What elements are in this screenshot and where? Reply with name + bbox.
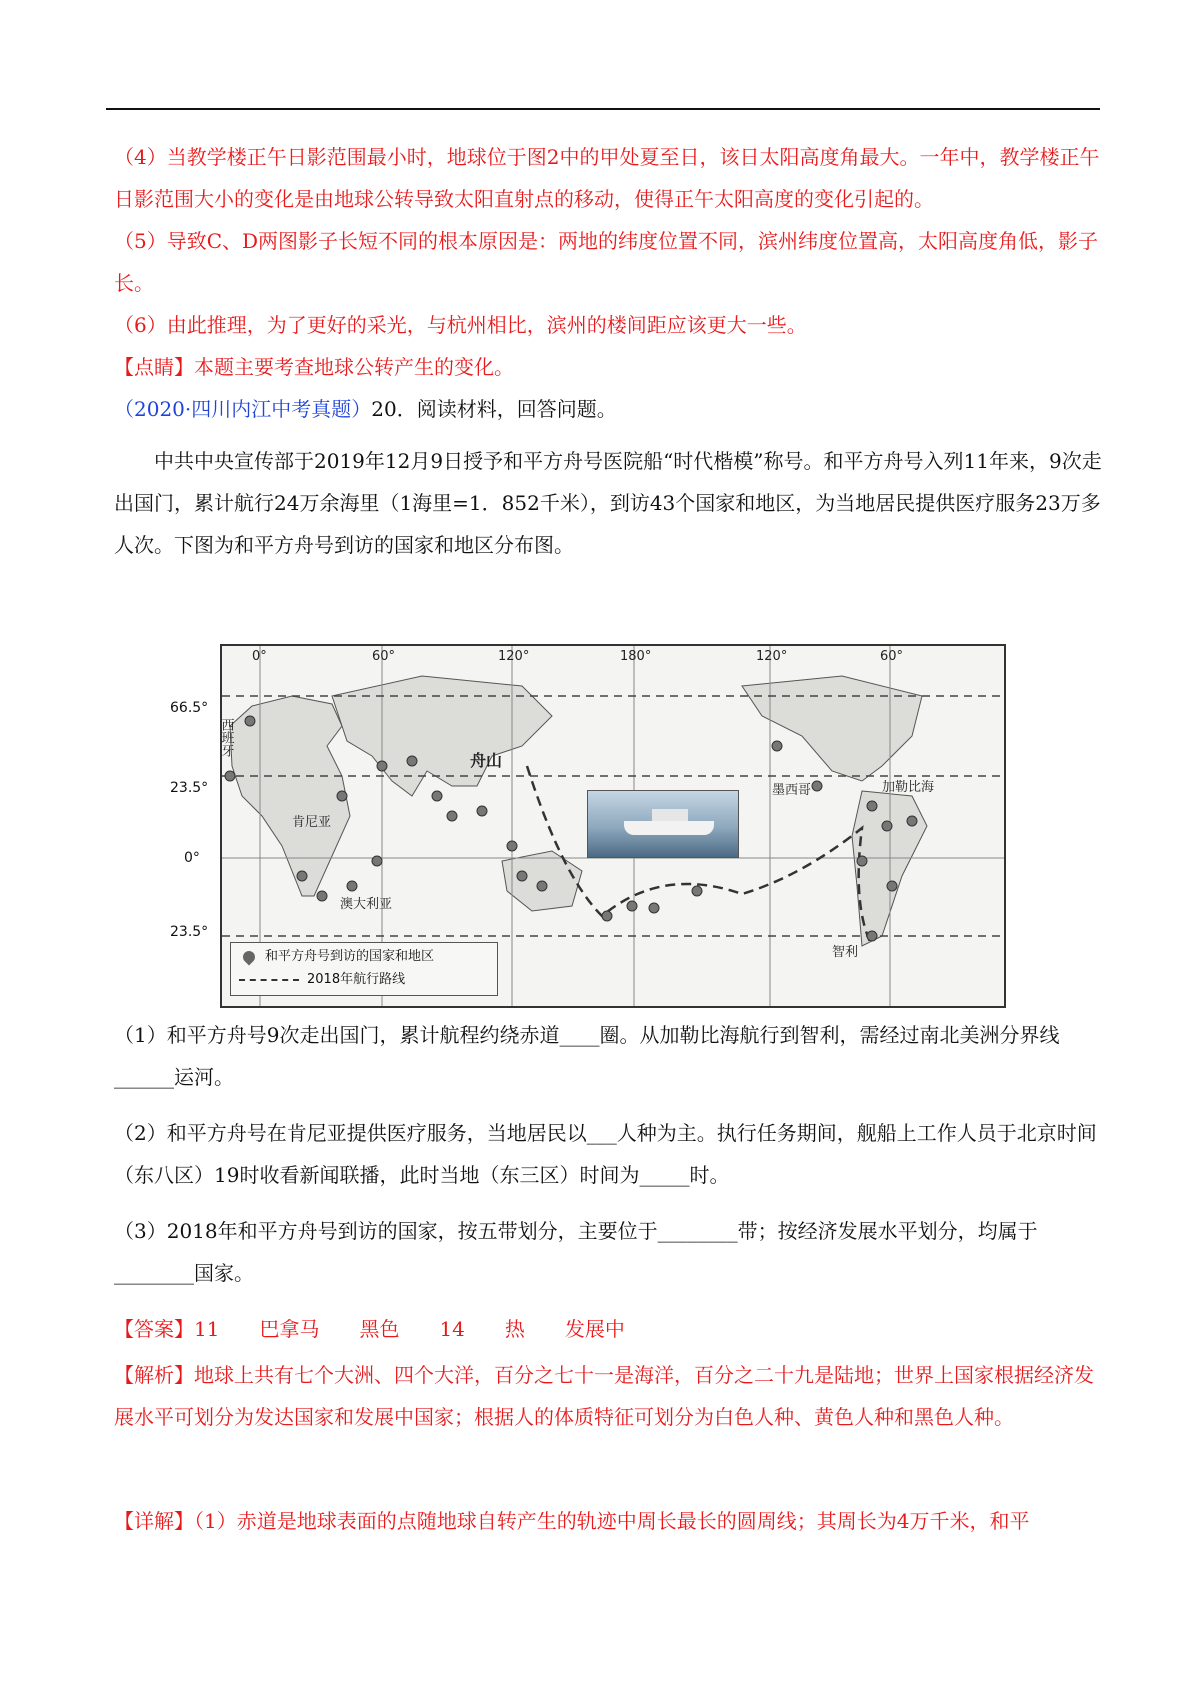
label-chile: 智利 xyxy=(832,945,859,960)
north-america-shape xyxy=(742,676,922,781)
label-mexico: 墨西哥 xyxy=(772,783,812,798)
lon-label-2: 120° xyxy=(498,649,530,664)
dashed-line-icon xyxy=(239,979,299,981)
answer-tag: 【答案】 xyxy=(114,1317,194,1341)
dianjing-note xyxy=(114,346,1104,388)
question-material: 中共中央宣传部于2019年12月9日授予和平方舟号医院船“时代楷模”称号。和平方舟号入列11年来，9次走出国门，累计航行24万余海里（1海里=1．852千米），到访43个国家和地区，为当地居民提供医疗服务23万多人次。下图为和平方舟号到访的国家和地区分布图。 xyxy=(114,449,1102,557)
question-source: （2020·四川内江中考真题） xyxy=(114,397,372,421)
question-part-1: （1）和平方舟号9次走出国门，累计航程约绕赤道____圈。从加勒比海航行到智利，需经过南北美洲分界线______运河。 xyxy=(114,1023,1060,1089)
dianjing-text: 本题主要考查地球公转产生的变化。 xyxy=(194,355,514,379)
answer-line xyxy=(114,1308,1104,1350)
asia-shape xyxy=(332,676,552,796)
lon-label-1: 60° xyxy=(372,649,396,664)
lon-label-4: 120° xyxy=(756,649,788,664)
map-legend xyxy=(230,942,498,996)
label-spain: 西班牙 xyxy=(218,718,234,757)
jiexi-tag: 【解析】 xyxy=(114,1363,194,1387)
label-australia: 澳大利亚 xyxy=(340,897,393,912)
lon-label-0: 0° xyxy=(252,649,267,664)
legend-visited: 和平方舟号到访的国家和地区 xyxy=(265,949,435,964)
question-part-2: （2）和平方舟号在肯尼亚提供医疗服务，当地居民以___人种为主。执行任务期间，舰船上工作人员于北京时间（东八区）19时收看新闻联播，此时当地（东三区）时间为_____时。 xyxy=(114,1121,1097,1187)
lat-label-23s: 23.5° xyxy=(170,924,209,940)
lat-label-0: 0° xyxy=(184,850,200,866)
question-title: 20．阅读材料，回答问题。 xyxy=(371,397,617,421)
lat-label-23n: 23.5° xyxy=(170,780,209,796)
lon-label-3: 180° xyxy=(620,649,652,664)
pin-icon xyxy=(241,948,258,965)
header-rule xyxy=(106,108,1100,110)
label-kenya: 肯尼亚 xyxy=(292,815,332,830)
lon-label-5: 60° xyxy=(880,649,904,664)
xiangjie-text: （1）赤道是地球表面的点随地球自转产生的轨迹中周长最长的圆周线；其周长为4万千米，和平 xyxy=(194,1509,1030,1533)
label-zhoushan: 舟山 xyxy=(470,751,503,770)
jiexi-text: 地球上共有七个大洲、四个大洋，百分之七十一是海洋，百分之二十九是陆地；世界上国家根据经济发展水平可划分为发达国家和发展中国家；根据人的体质特征可划分为白色人种、黄色人种和黑色人种。 xyxy=(114,1363,1094,1429)
lat-label-66: 66.5° xyxy=(170,700,209,716)
answer-part-5: （5）导致C、D两图影子长短不同的根本原因是：两地的纬度位置不同，滨州纬度位置高，太阳高度角低，影子长。 xyxy=(114,229,1099,295)
dianjing-tag: 【点睛】 xyxy=(114,355,194,379)
question-header xyxy=(114,388,1104,430)
voyage-map xyxy=(220,644,1006,1008)
xiangjie-paragraph xyxy=(114,1500,1104,1542)
xiangjie-tag: 【详解】 xyxy=(114,1509,194,1533)
label-caribbean: 加勒比海 xyxy=(882,780,935,795)
legend-route: 2018年航行路线 xyxy=(307,972,406,987)
answer-part-4: （4）当教学楼正午日影范围最小时，地球位于图2中的甲处夏至日，该日太阳高度角最大。一年中，教学楼正午日影范围大小的变化是由地球公转导致太阳直射点的移动，使得正午太阳高度的变化引起的。 xyxy=(114,145,1100,211)
answer-text: 11 巴拿马 黑色 14 热 发展中 xyxy=(194,1317,625,1341)
question-part-3: （3）2018年和平方舟号到访的国家，按五带划分，主要位于________带；按经济发展水平划分，均属于________国家。 xyxy=(114,1219,1038,1285)
answer-part-6: （6）由此推理，为了更好的采光，与杭州相比，滨州的楼间距应该更大一些。 xyxy=(114,313,807,337)
jiexi-paragraph xyxy=(114,1354,1104,1438)
hospital-ship-photo xyxy=(587,790,739,858)
